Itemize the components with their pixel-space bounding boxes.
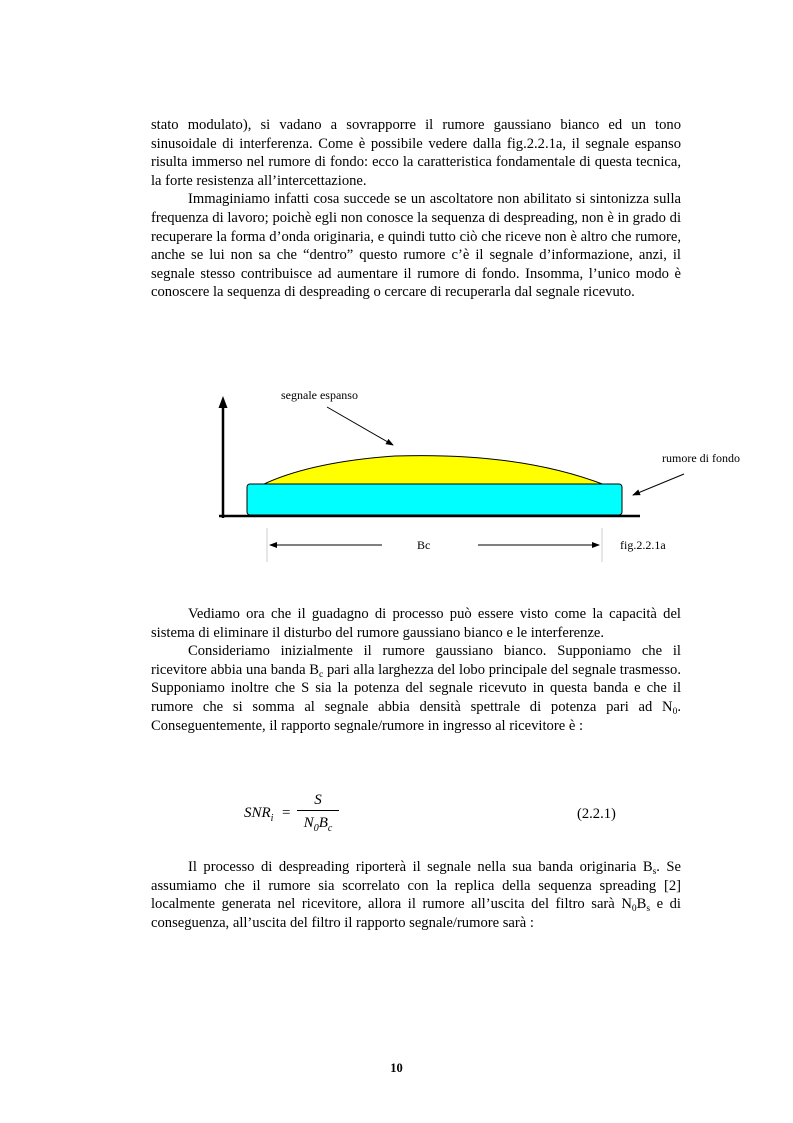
text-run: pari alla larghezza del lobo principale del segnale trasmesso. Supponiamo inoltre che S sia la potenza del segnale ricevuto in questa banda e che il rumore che si somma al segnale abbia densità spettrale di potenza pari ad N [151,661,681,715]
equation-lhs-symbol: SNR [244,805,271,821]
subscript: s [646,904,651,915]
paragraph: Vediamo ora che il guadagno di processo può essere visto come la capacità del sistema di eliminare il disturbo del rumore gaussiano bianco e le interferenze. [151,606,681,641]
subscript: s [652,867,657,877]
paragraph [151,642,681,735]
figure-spread-spectrum [200,382,760,572]
equation-snr-input [244,790,444,840]
equation-denominator [297,811,339,833]
equation-den-n: N [303,815,314,831]
figure-diagram [200,382,760,572]
text-run: Il processo di despreading riporterà il segnale nella sua banda originaria B [188,859,653,875]
equation-den-b-subscript: c [327,823,333,834]
page-number: 10 [390,1061,403,1075]
equation-lhs-subscript: i [270,813,274,824]
equation-equals: = [282,805,291,821]
subscript: 0 [631,904,637,915]
equation-den-n-subscript: 0 [313,823,319,834]
paragraph: stato modulato), si vadano a sovrapporre il rumore gaussiano bianco ed un tono sinusoidale di interferenza. Come è possibile vedere dalla fig.2.2.1a, il segnale espanso risulta immerso nel rumore di fondo: ecco la caratteristica fondamentale di questa tecnica, la forte resistenza all’intercettazione. [151,117,681,189]
equation-number: (2.2.1) [577,806,616,822]
text-run: Consideriamo inizialmente il rumore gaussiano bianco. Supponiamo che il ricevitore abbia una banda B [151,643,681,678]
label-signal: segnale espanso [281,388,358,402]
label-noise: rumore di fondo [662,451,740,465]
text-run: . Conseguentemente, il rapporto segnale/rumore in ingresso al ricevitore è : [151,698,681,734]
text-block-middle [151,605,681,735]
text-run: e di conseguenza, all’uscita del filtro il rapporto segnale/rumore sarà : [151,896,681,931]
label-bandwidth: Bc [417,538,431,552]
subscript: 0 [672,706,678,717]
paragraph: Immaginiamo infatti cosa succede se un ascoltatore non abilitato si sintonizza sulla frequenza di lavoro; poichè egli non conosce la sequenza di despreading, non è in grado di recuperare la forma d’onda originaria, e quindi tutto ciò che riceve non è altro che rumore, anche se lui non sa che “dentro” questo rumore c’è il segnale d’informazione, anzi, il segnale stesso contribuisce ad aumentare il rumore di fondo. Insomma, l’unico modo è conoscere la sequenza di despreading o cercare di recuperarla dal segnale ricevuto. [151,191,681,301]
noise-floor-shape [247,484,622,515]
noise-pointer-arrow [633,474,684,495]
equation-den-b: B [318,815,328,831]
signal-spread-shape [262,456,605,485]
text-block-bottom [151,858,681,932]
subscript: c [319,669,324,680]
equation-numerator: S [297,790,339,811]
text-block-top [151,116,681,302]
figure-caption: fig.2.2.1a [620,538,666,552]
equation-lhs [244,805,273,822]
y-axis-arrow-icon [219,396,228,408]
text-run: B [636,896,647,913]
text-run: . Se assumiamo che il rumore sia scorrelato con la replica della sequenza spreading [2] localmente generata nel ricevitore, allora il rumore all’uscita del filtro sarà N [151,859,682,913]
signal-pointer-arrow [327,407,393,445]
equation-fraction [297,790,339,833]
paragraph [151,858,681,932]
